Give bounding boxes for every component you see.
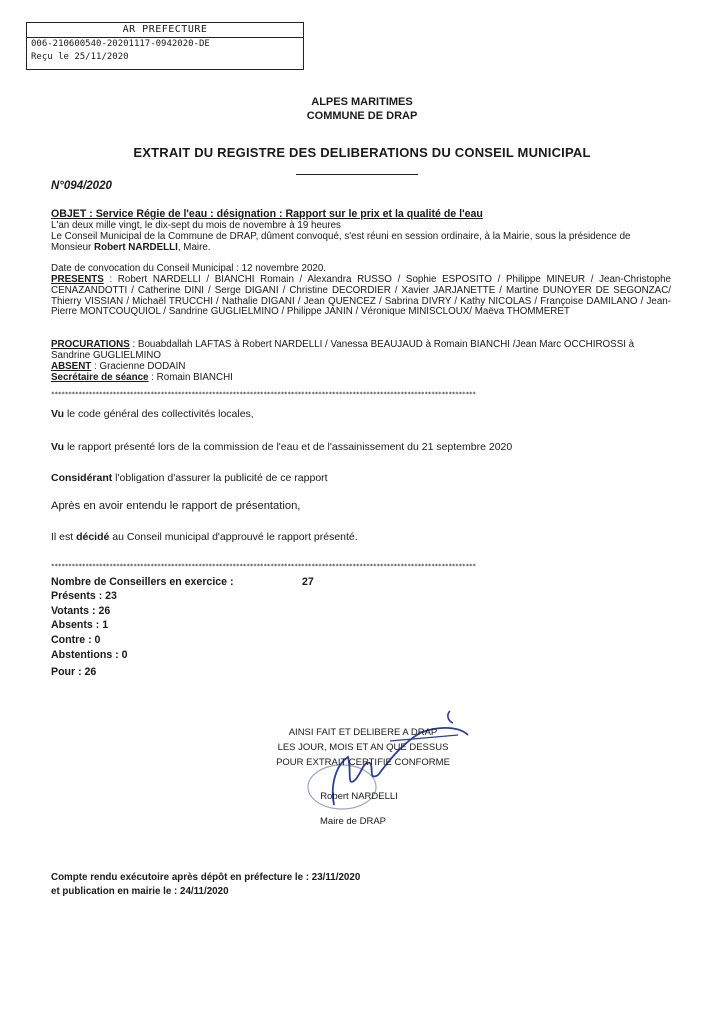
department-heading: ALPES MARITIMES: [311, 96, 413, 108]
convocation-text: Le Conseil Municipal de la Commune de DRAP, dûment convoqué, s'est réuni en session ordinaire, à la Mairie, sous la présidence de Monsieur: [51, 231, 631, 253]
presents-count: Présents : 23: [51, 590, 117, 602]
considerant-keyword: Considérant: [51, 472, 113, 484]
vu-rapport-line: [51, 441, 512, 453]
signature-line-2: LES JOUR, MOIS ET AN QUE DESSUS: [277, 742, 449, 753]
stamp-title: AR PREFECTURE: [27, 23, 303, 38]
title-divider: [296, 174, 418, 175]
presents-list: : Robert NARDELLI / BIANCHI Romain / Alexandra RUSSO / Sophie ESPOSITO / Philippe MINEUR / Jean-Christophe CENAZANDOTTI / Catherine DINI / Serge DIGANI / Christine DECORDIER / Xavier JARJANETTE / Martine DUNOYER DE SEGONZAC/ Thierry VISSIAN / Michaël TRUCCHI / Nathalie DIGANI / Jean QUENCEZ / Sabrina DIVRY / Kathy NICOLAS / Françoise DAMILANO / Jean-Pierre MONTCOUQUIOL / Sandrine GUGLIELMINO / Philippe JANIN / Véronique MINISCLOUX/ Maëva THOMMERET: [51, 274, 671, 318]
stamp-reference: 006-210600540-20201117-0942020-DE: [31, 39, 210, 49]
deliberation-number: N°094/2020: [51, 180, 112, 192]
secretary-line: [51, 373, 671, 384]
conseillers-exercice-value: 27: [302, 576, 314, 588]
absents-count: Absents : 1: [51, 619, 109, 631]
considerant-text: l'obligation d'assurer la publicité de ce rapport: [112, 472, 328, 484]
mayor-name: Robert NARDELLI: [320, 791, 398, 802]
meeting-date-line: L'an deux mille vingt, le dix-sept du mois de novembre à 19 heures: [51, 220, 341, 231]
procurations-label: PROCURATIONS: [51, 339, 130, 350]
conseillers-exercice-line: [51, 576, 314, 588]
apres-line: Après en avoir entendu le rapport de présentation,: [51, 500, 301, 512]
vu-rapport-text: le rapport présenté lors de la commission de l'eau et de l'assainissement du 21 septembre 2020: [64, 441, 513, 453]
vu-keyword: Vu: [51, 441, 65, 453]
secretary-name: : Romain BIANCHI: [148, 372, 233, 383]
mayor-title: Maire de DRAP: [320, 816, 386, 827]
signature-flourish: [448, 711, 453, 723]
presents-paragraph: [51, 275, 671, 318]
meeting-convocation-paragraph: [51, 232, 671, 254]
separator-stars: ****************************************************************************************************************************: [51, 391, 476, 398]
publication-line: et publication en mairie le : 24/11/2020: [51, 886, 229, 897]
vu-code-text: le code général des collectivités locales,: [64, 408, 254, 420]
document-title: EXTRAIT DU REGISTRE DES DELIBERATIONS DU CONSEIL MUNICIPAL: [133, 145, 591, 160]
objet-line: OBJET : Service Régie de l'eau : désignation : Rapport sur le prix et la qualité de l'eau: [51, 208, 483, 220]
signature-line-1: AINSI FAIT ET DELIBERE A DRAP: [288, 727, 438, 738]
decision-text-start: Il est: [51, 531, 77, 543]
official-seal-icon: [308, 765, 376, 809]
decision-line: [51, 531, 358, 543]
contre-count: Contre : 0: [51, 634, 101, 646]
convocation-date-line: Date de convocation du Conseil Municipal : 12 novembre 2020.: [51, 263, 327, 274]
decision-keyword: décidé: [76, 531, 110, 543]
presents-label: PRESENTS: [51, 274, 104, 285]
president-name: Robert NARDELLI: [94, 241, 178, 253]
considerant-line: [51, 472, 328, 484]
stamp-received-date: Reçu le 25/11/2020: [31, 52, 129, 62]
absent-label: ABSENT: [51, 361, 92, 372]
conseillers-exercice-label: Nombre de Conseillers en exercice :: [51, 576, 234, 588]
commune-heading: COMMUNE DE DRAP: [306, 110, 418, 122]
executoire-line: Compte rendu exécutoire après dépôt en préfecture le : 23/11/2020: [51, 872, 361, 883]
decision-text-end: au Conseil municipal d'approuvé le rapport présenté.: [109, 531, 358, 543]
vu-code-line: [51, 408, 254, 420]
absent-name: : Gracienne DODAIN: [91, 361, 186, 372]
separator-stars: ****************************************************************************************************************************: [51, 563, 476, 570]
procurations-paragraph: [51, 340, 671, 362]
votants-count: Votants : 26: [51, 605, 111, 617]
pour-count: Pour : 26: [51, 666, 97, 678]
secretary-label: Secrétaire de séance: [51, 372, 149, 383]
procurations-list: : Bouabdallah LAFTAS à Robert NARDELLI / Vanessa BEAUJAUD à Romain BIANCHI /Jean Marc OCCHIROSSI à Sandrine GUGLIELMINO: [51, 339, 635, 361]
vu-keyword: Vu: [51, 408, 65, 420]
abstentions-count: Abstentions : 0: [51, 649, 128, 661]
convocation-text-end: , Maire.: [177, 241, 211, 253]
prefecture-stamp: [26, 22, 304, 70]
signature-line-3: POUR EXTRAIT CERTIFIE CONFORME: [276, 757, 450, 768]
